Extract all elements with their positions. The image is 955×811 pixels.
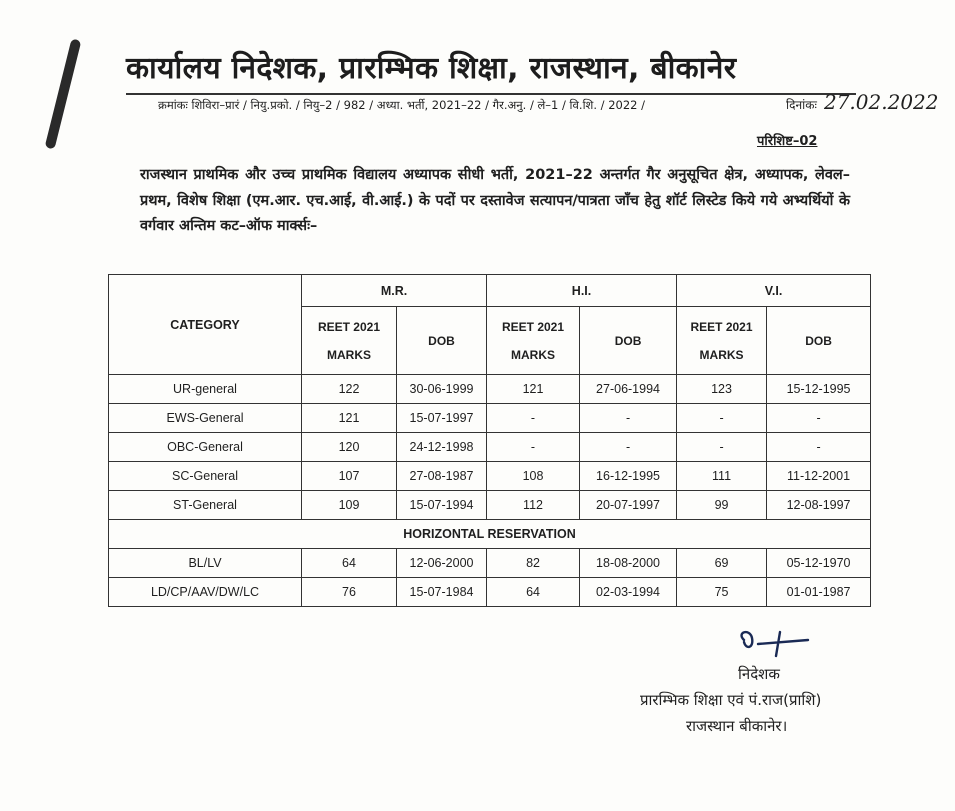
dob-cell: - <box>767 433 871 462</box>
marks-cell: - <box>487 404 580 433</box>
category-cell: OBC-General <box>109 433 302 462</box>
table-row <box>109 578 871 607</box>
title-underline <box>126 93 856 95</box>
table-row <box>109 462 871 491</box>
marks-cell: 75 <box>677 578 767 607</box>
dob-header: DOB <box>580 307 677 375</box>
dob-cell: - <box>580 404 677 433</box>
marks-cell: 109 <box>302 491 397 520</box>
category-cell: BL/LV <box>109 549 302 578</box>
marks-cell: 108 <box>487 462 580 491</box>
cutoff-table <box>108 274 871 607</box>
table-row <box>109 433 871 462</box>
category-cell: UR-general <box>109 375 302 404</box>
dob-header: DOB <box>767 307 871 375</box>
dob-cell: - <box>580 433 677 462</box>
marks-cell: 82 <box>487 549 580 578</box>
marks-cell: 122 <box>302 375 397 404</box>
marks-cell: 112 <box>487 491 580 520</box>
dob-cell: 15-07-1984 <box>397 578 487 607</box>
reference-number: क्रमांकः शिविरा–प्रारं / नियु.प्रको. / नियु–2 / 982 / अध्या. भर्ती, 2021–22 / गैर.अनु. / ले–1 / वि.शि. / 2022 / <box>158 98 646 112</box>
office-title: कार्यालय निदेशक, प्रारम्भिक शिक्षा, राजस्थान, बीकानेर <box>126 51 737 86</box>
table-row <box>109 491 871 520</box>
group-header-vi: V.I. <box>677 275 871 307</box>
category-cell: ST-General <box>109 491 302 520</box>
signatory-place: राजस्थान बीकानेर। <box>686 717 788 735</box>
dob-cell: - <box>767 404 871 433</box>
date-block <box>786 90 939 114</box>
signatory-designation: निदेशक <box>738 665 780 683</box>
marks-cell: - <box>487 433 580 462</box>
dob-cell: 11-12-2001 <box>767 462 871 491</box>
dob-cell: 24-12-1998 <box>397 433 487 462</box>
marks-cell: 111 <box>677 462 767 491</box>
dob-cell: 20-07-1997 <box>580 491 677 520</box>
marks-cell: - <box>677 404 767 433</box>
signature-mark <box>736 626 816 660</box>
dob-cell: 01-01-1987 <box>767 578 871 607</box>
dob-cell: 16-12-1995 <box>580 462 677 491</box>
dob-cell: 27-08-1987 <box>397 462 487 491</box>
date-label: दिनांकः <box>786 98 817 112</box>
marks-cell: 121 <box>487 375 580 404</box>
marks-cell: 64 <box>487 578 580 607</box>
intro-paragraph: राजस्थान प्राथमिक और उच्च प्राथमिक विद्यालय अध्यापक सीधी भर्ती, 2021–22 अन्तर्गत गैर अनुसूचित क्षेत्र, अध्यापक, लेवल–प्रथम, विशेष शिक्षा (एम.आर. एच.आई, वी.आई.) के पदों पर दस्तावेज सत्यापन/पात्रता जाँच हेतु शॉर्ट लिस्टेड किये गये अभ्यर्थियों के वर्गवार अन्तिम कट–ऑफ मार्क्सः– <box>140 167 850 234</box>
dob-cell: 27-06-1994 <box>580 375 677 404</box>
group-header-hi: H.I. <box>487 275 677 307</box>
table-row <box>109 375 871 404</box>
group-header-mr: M.R. <box>302 275 487 307</box>
category-cell: EWS-General <box>109 404 302 433</box>
dob-cell: 12-08-1997 <box>767 491 871 520</box>
dob-header: DOB <box>397 307 487 375</box>
marks-cell: 107 <box>302 462 397 491</box>
category-cell: LD/CP/AAV/DW/LC <box>109 578 302 607</box>
dob-cell: 18-08-2000 <box>580 549 677 578</box>
table-row <box>109 549 871 578</box>
dob-cell: 15-12-1995 <box>767 375 871 404</box>
marks-cell: 64 <box>302 549 397 578</box>
dob-cell: 15-07-1997 <box>397 404 487 433</box>
pen-mark <box>45 38 82 149</box>
dob-cell: 15-07-1994 <box>397 491 487 520</box>
date-value: 27.02.2022 <box>823 90 939 114</box>
marks-cell: 120 <box>302 433 397 462</box>
category-cell: SC-General <box>109 462 302 491</box>
marks-header: REET 2021 MARKS <box>302 307 397 375</box>
marks-cell: 69 <box>677 549 767 578</box>
marks-cell: 121 <box>302 404 397 433</box>
marks-header: REET 2021 MARKS <box>487 307 580 375</box>
table-row <box>109 404 871 433</box>
marks-cell: 123 <box>677 375 767 404</box>
dob-cell: 02-03-1994 <box>580 578 677 607</box>
dob-cell: 12-06-2000 <box>397 549 487 578</box>
dob-cell: 30-06-1999 <box>397 375 487 404</box>
marks-cell: 99 <box>677 491 767 520</box>
annexure-label: परिशिष्ट–02 <box>757 134 818 149</box>
category-header: CATEGORY <box>109 275 302 375</box>
signatory-office: प्रारम्भिक शिक्षा एवं पं.राज(प्राशि) <box>640 691 822 709</box>
horizontal-reservation-row <box>109 520 871 549</box>
marks-cell: - <box>677 433 767 462</box>
marks-header: REET 2021 MARKS <box>677 307 767 375</box>
marks-cell: 76 <box>302 578 397 607</box>
dob-cell: 05-12-1970 <box>767 549 871 578</box>
horizontal-reservation-label: HORIZONTAL RESERVATION <box>109 520 871 549</box>
